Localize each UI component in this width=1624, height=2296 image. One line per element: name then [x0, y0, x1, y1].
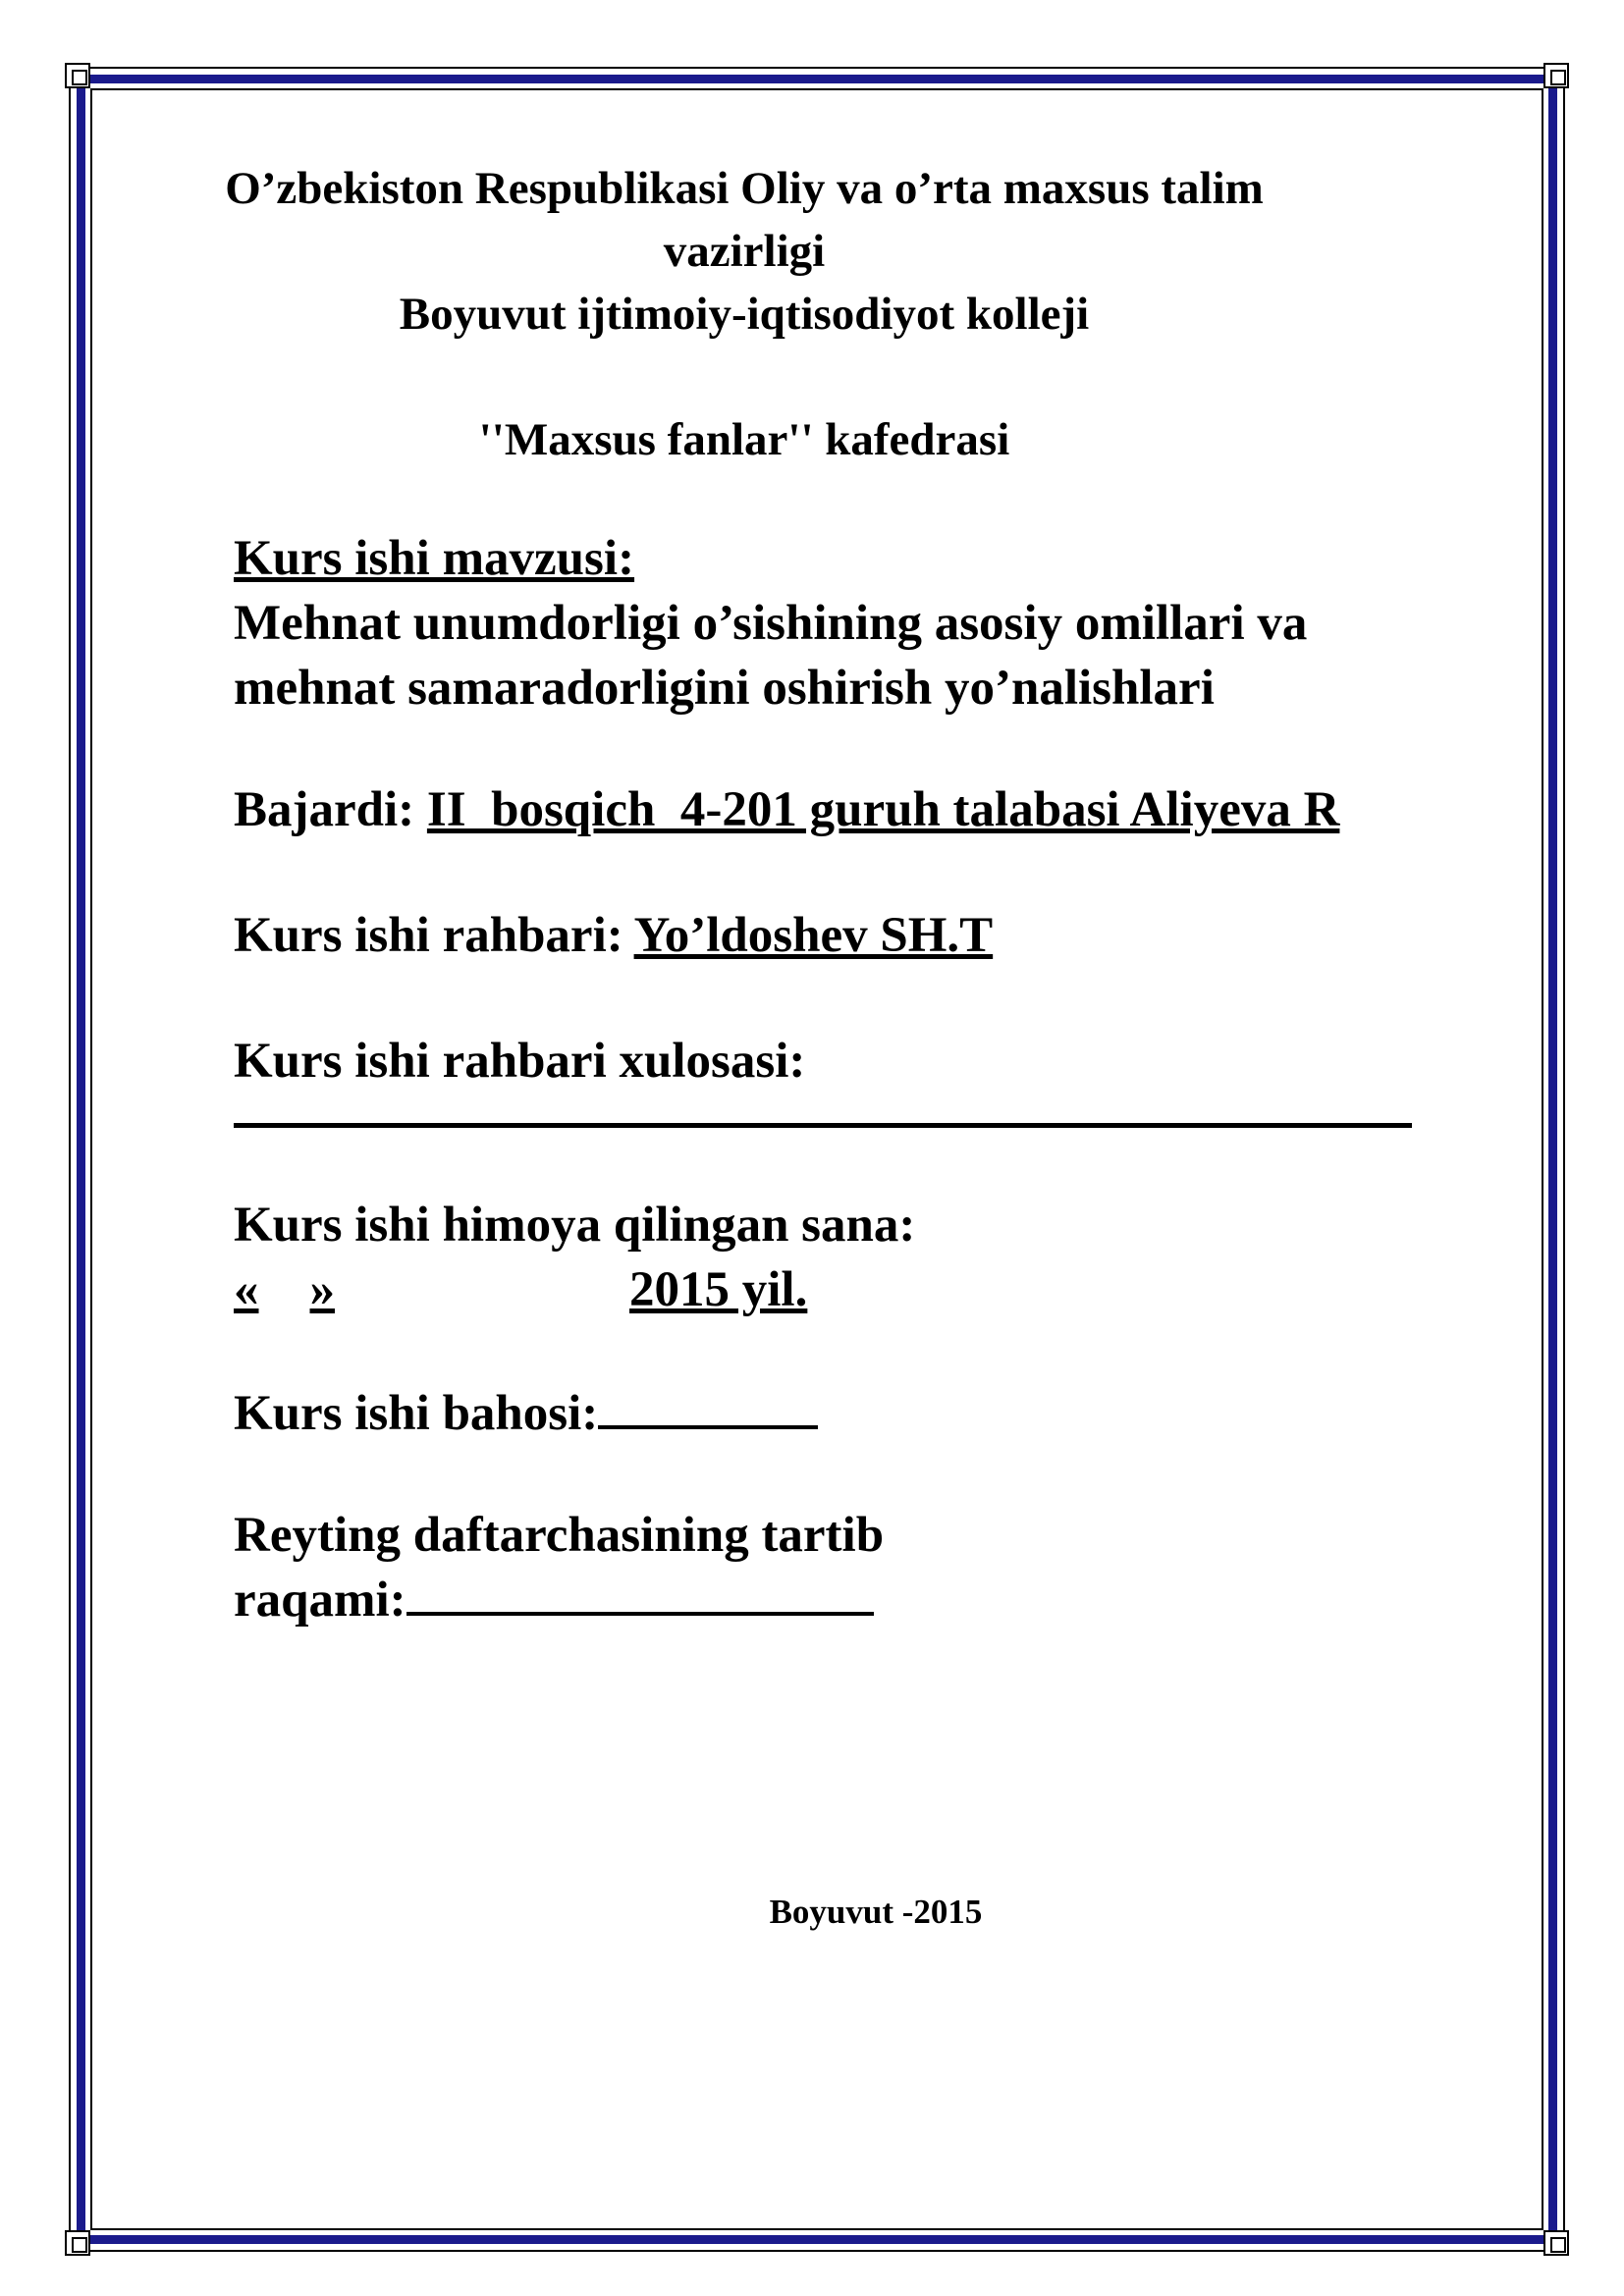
grade-section — [234, 1381, 1510, 1446]
date-close-quote: » — [309, 1262, 335, 1317]
college-name: Boyuvut ijtimoiy-iqtisodiyot kolleji — [399, 289, 1090, 340]
frame-corner-ornament — [65, 2230, 90, 2256]
topic-label: Kurs ishi mavzusi: — [234, 531, 635, 586]
footer-place-year: Boyuvut -2015 — [769, 1893, 983, 1931]
rating-blank-line — [406, 1573, 874, 1616]
frame-corner-ornament — [65, 63, 90, 88]
grade-blank-line — [598, 1386, 818, 1429]
defense-year: 2015 yil. — [629, 1262, 808, 1317]
title-page-content — [225, 157, 1510, 1632]
grade-label: Kurs ishi bahosi: — [234, 1386, 599, 1441]
defense-date-section — [234, 1193, 1510, 1322]
conclusion-label: Kurs ishi rahbari xulosasi: — [234, 1034, 806, 1089]
ministry-name-line1: O’zbekiston Respublikasi Oliy va o’rta maxsus talim — [225, 163, 1264, 214]
defense-date-field — [234, 1257, 1510, 1322]
conclusion-section — [234, 1029, 1510, 1128]
date-open-quote: « — [234, 1262, 259, 1317]
executor-value: II_bosqich_4-201 guruh talabasi Aliyeva R — [426, 782, 1340, 837]
executor-label: Bajardi: — [234, 782, 427, 837]
frame-corner-ornament — [1543, 2230, 1569, 2256]
topic-title-line2: mehnat samaradorligini oshirish yo’nalishlari — [234, 661, 1215, 716]
frame-corner-ornament — [1543, 63, 1569, 88]
document-header — [106, 157, 1382, 471]
supervisor-section — [234, 903, 1510, 968]
supervisor-label: Kurs ishi rahbari: — [234, 908, 634, 963]
topic-section — [234, 526, 1510, 721]
supervisor-value: Yo’ldoshev SH.T — [633, 908, 994, 963]
department-name: ''Maxsus fanlar'' kafedrasi — [478, 414, 1010, 465]
ministry-name-line2: vazirligi — [663, 226, 826, 277]
rating-section — [234, 1503, 1510, 1632]
rating-label-line2: raqami: — [234, 1573, 406, 1628]
conclusion-blank-line — [234, 1123, 1412, 1128]
rating-label-line1: Reyting daftarchasining tartib — [234, 1508, 885, 1563]
topic-title-line1: Mehnat unumdorligi o’sishining asosiy omillari va — [234, 596, 1308, 651]
executor-section — [234, 777, 1510, 842]
defense-date-label: Kurs ishi himoya qilingan sana: — [234, 1198, 916, 1253]
